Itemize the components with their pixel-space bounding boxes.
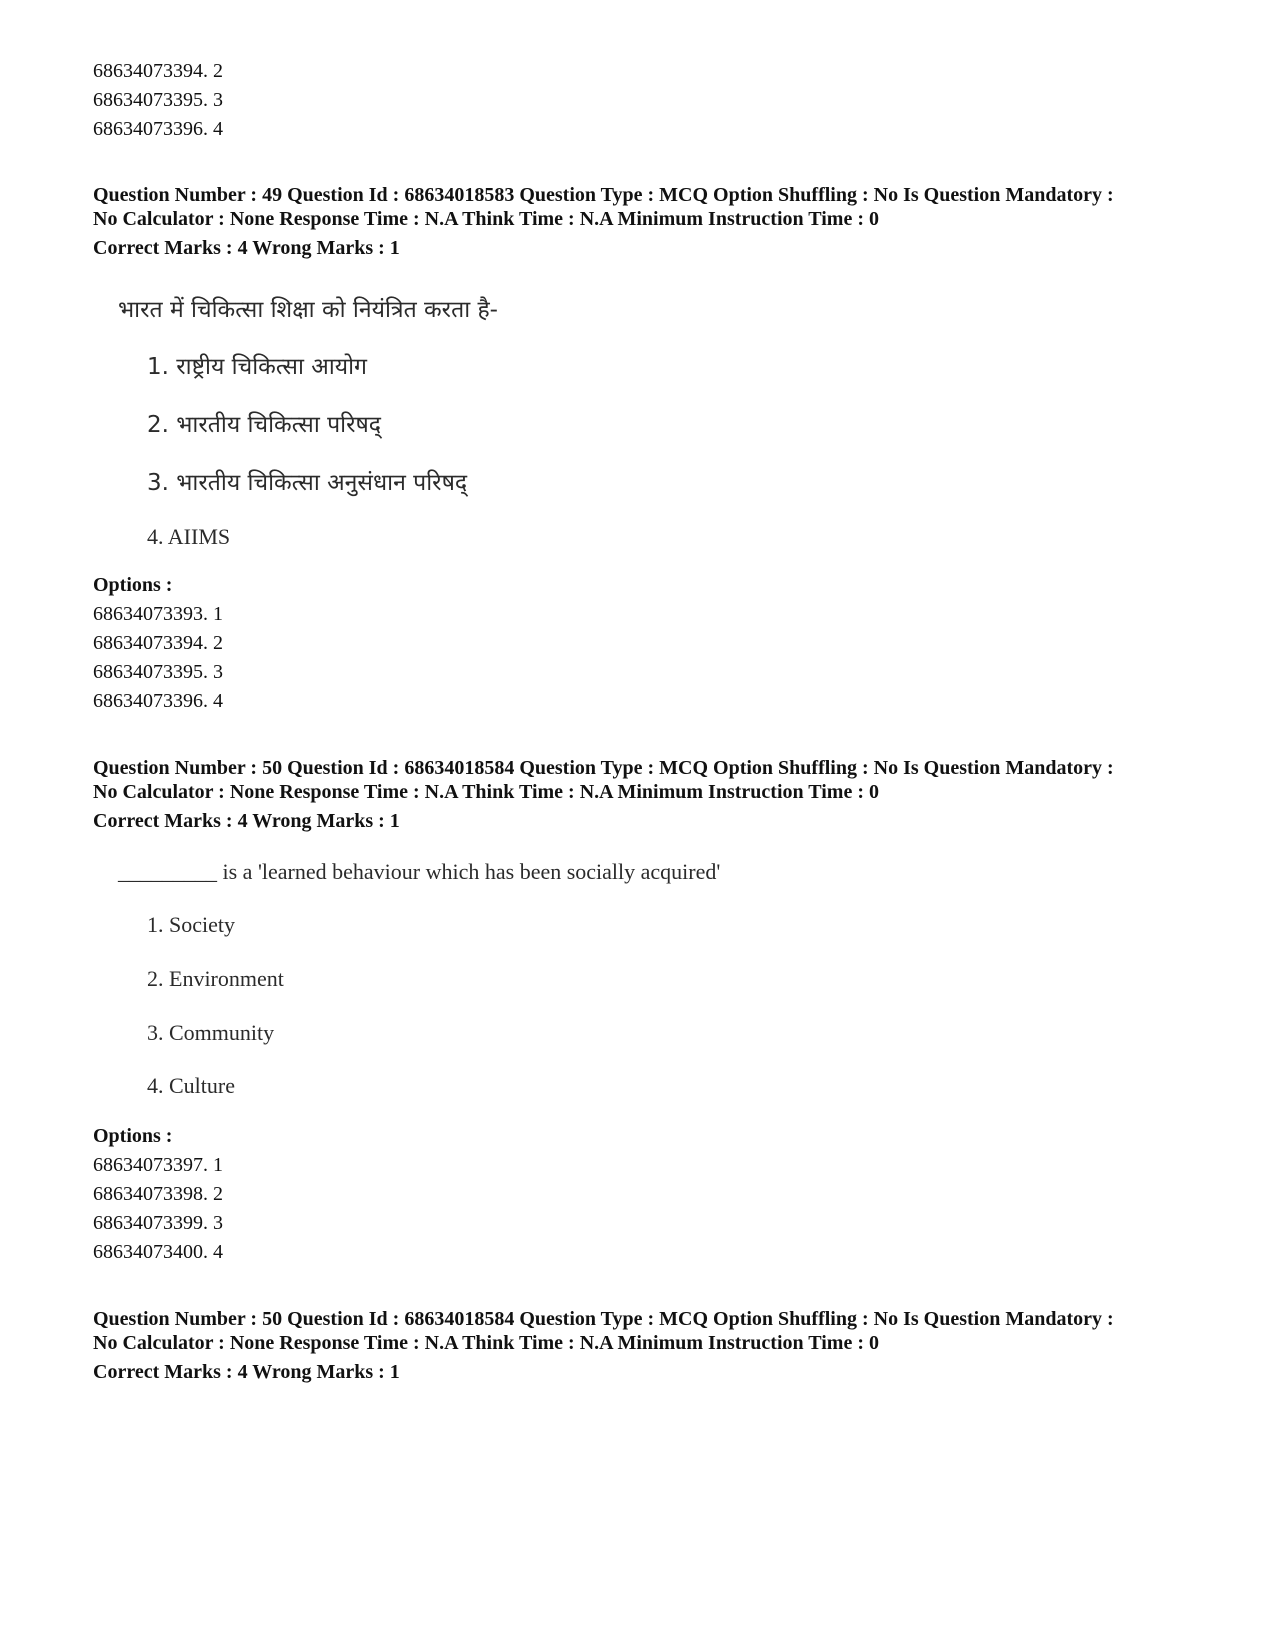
option-id-line: 68634073394. 2: [93, 60, 223, 82]
question-header-line2: No Calculator : None Response Time : N.A Think Time : N.A Minimum Instruction Time : 0: [93, 781, 879, 803]
question-choice: 1. Society: [147, 912, 235, 937]
question-marks: Correct Marks : 4 Wrong Marks : 1: [93, 237, 400, 259]
question-marks: Correct Marks : 4 Wrong Marks : 1: [93, 1361, 400, 1383]
option-id-line: 68634073396. 4: [93, 690, 223, 712]
option-id-line: 68634073397. 1: [93, 1154, 223, 1176]
question-choice: 1. राष्ट्रीय चिकित्सा आयोग: [147, 354, 367, 380]
option-id-line: 68634073399. 3: [93, 1212, 223, 1234]
question-marks: Correct Marks : 4 Wrong Marks : 1: [93, 810, 400, 832]
question-header-line1: Question Number : 49 Question Id : 68634018583 Question Type : MCQ Option Shuffling : No Is Question Mandatory :: [93, 184, 1114, 206]
option-id-line: 68634073394. 2: [93, 632, 223, 654]
options-label: Options :: [93, 1125, 173, 1147]
question-choice: 2. Environment: [147, 966, 284, 991]
question-header-line1: Question Number : 50 Question Id : 68634018584 Question Type : MCQ Option Shuffling : No Is Question Mandatory :: [93, 1308, 1114, 1330]
question-choice: 2. भारतीय चिकित्सा परिषद्: [147, 412, 382, 438]
option-id-line: 68634073395. 3: [93, 89, 223, 111]
question-text: भारत में चिकित्सा शिक्षा को नियंत्रित करता है-: [118, 297, 498, 323]
option-id-line: 68634073400. 4: [93, 1241, 223, 1263]
option-id-line: 68634073398. 2: [93, 1183, 223, 1205]
option-id-line: 68634073393. 1: [93, 603, 223, 625]
option-id-line: 68634073396. 4: [93, 118, 223, 140]
question-choice: 3. Community: [147, 1020, 275, 1045]
question-header-line1: Question Number : 50 Question Id : 68634018584 Question Type : MCQ Option Shuffling : No Is Question Mandatory :: [93, 757, 1114, 779]
question-header-line2: No Calculator : None Response Time : N.A Think Time : N.A Minimum Instruction Time : 0: [93, 1332, 879, 1354]
option-id-line: 68634073395. 3: [93, 661, 223, 683]
options-label: Options :: [93, 574, 173, 596]
question-choice: 4. AIIMS: [147, 524, 231, 549]
question-text: _________ is a 'learned behaviour which has been socially acquired': [118, 859, 721, 884]
question-choice: 3. भारतीय चिकित्सा अनुसंधान परिषद्: [147, 470, 468, 496]
question-header-line2: No Calculator : None Response Time : N.A Think Time : N.A Minimum Instruction Time : 0: [93, 208, 879, 230]
question-choice: 4. Culture: [147, 1073, 235, 1098]
